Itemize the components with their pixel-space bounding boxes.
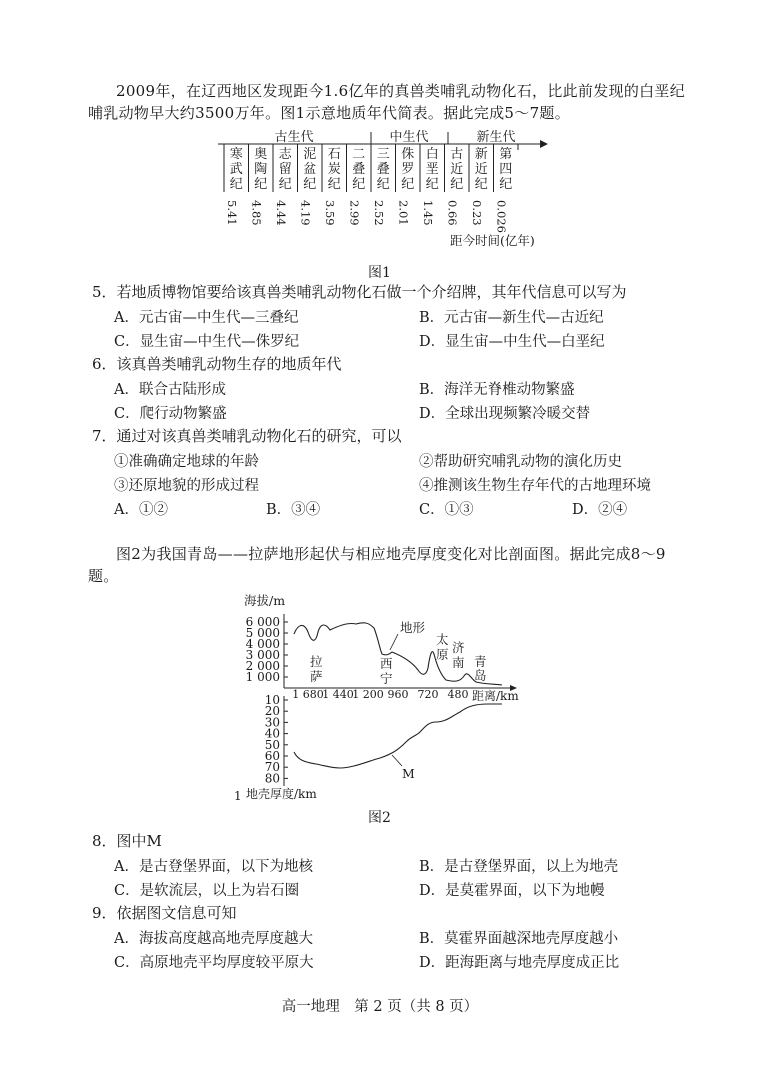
period-label-char: 纪 [401, 177, 415, 192]
period-label-char: 四 [499, 162, 513, 177]
svg-text:拉: 拉 [310, 654, 323, 669]
svg-text:太: 太 [436, 632, 449, 647]
period-label-char: 侏 [401, 147, 415, 162]
figure-2-caption: 图2 [368, 810, 391, 826]
svg-text:岛: 岛 [474, 668, 487, 683]
svg-text:西: 西 [380, 656, 393, 671]
q5-option-a[interactable]: A．元古宙—中生代—三叠纪 [114, 310, 299, 326]
period-label-char: 石 [327, 147, 341, 162]
terrain-profile-line [294, 623, 502, 685]
elevation-tick-label: 1 000 [245, 670, 280, 684]
distance-tick-label: 1 200 [352, 688, 384, 701]
moho-line-M [294, 704, 502, 768]
distance-tick-label: 960 [387, 688, 409, 701]
q7-statement-2: ②帮助研究哺乳动物的演化历史 [419, 454, 622, 470]
period-label-char: 叠 [376, 162, 390, 177]
period-label-char: 奥 [254, 147, 268, 162]
distance-tick-label: 720 [417, 688, 439, 701]
q9-option-b[interactable]: B．莫霍界面越深地壳厚度越小 [419, 931, 619, 947]
q7-statement-4: ④推测该生物生存年代的古地理环境 [419, 478, 651, 494]
q9-stem: 9．依据图文信息可知 [92, 904, 237, 922]
elevation-tick-label: 4 000 [245, 637, 280, 651]
crust-thickness-axis-label: 地壳厚度/km [246, 787, 317, 801]
time-axis-label: 距今时间(亿年) [450, 233, 535, 248]
svg-text:萨: 萨 [310, 669, 323, 684]
figure-1-caption: 图1 [368, 265, 391, 281]
time-tick-label: 0.66 [445, 200, 460, 226]
q5-option-b[interactable]: B．元古宙—新生代—古近纪 [419, 310, 604, 326]
time-tick-label: 2.01 [396, 200, 411, 226]
svg-text:南: 南 [452, 655, 465, 670]
time-tick-label: 0.23 [470, 200, 484, 226]
period-label-char: 叠 [352, 162, 366, 177]
period-label-char: 古 [450, 147, 464, 162]
q6-stem: 6．该真兽类哺乳动物生存的地质年代 [92, 355, 342, 373]
period-label-char: 罗 [401, 162, 415, 177]
depth-tick-label: 80 [264, 771, 280, 786]
intro-paragraph-1: 2009年，在辽西地区发现距今1.6亿年的真兽类哺乳动物化石，比此前发现的白垩纪哺乳动物早大约3500万年。图1示意地质年代简表。据此完成5～7题。 [88, 82, 686, 122]
elevation-tick-label: 5 000 [245, 626, 280, 640]
elevation-tick-label: 6 000 [245, 615, 280, 629]
time-tick-label: 2.99 [347, 200, 362, 226]
period-label-char: 纪 [327, 177, 341, 192]
era-mesozoic: 中生代 [389, 130, 429, 145]
period-label-char: 炭 [327, 162, 341, 177]
period-label-char: 盆 [303, 162, 317, 177]
city-label-xining [380, 656, 393, 686]
time-tick-label: 5.41 [225, 200, 239, 226]
q8-option-a[interactable]: A．是古登堡界面，以下为地核 [114, 859, 313, 875]
period-label-char: 纪 [376, 177, 390, 192]
period-label-char: 垩 [425, 162, 439, 177]
period-label-char: 纪 [450, 177, 464, 192]
q5-option-c[interactable]: C．显生宙—中生代—侏罗纪 [114, 334, 300, 350]
time-tick-label: 0.026 [494, 200, 509, 233]
depth-tick-label: 50 [264, 737, 280, 752]
q9-option-a[interactable]: A．海拔高度越高地壳厚度越大 [114, 931, 313, 947]
depth-tick-label: 20 [264, 704, 280, 719]
period-label-char: 近 [450, 162, 464, 177]
distance-axis-label: 距离/km [472, 689, 519, 703]
depth-tick-label: 30 [264, 715, 280, 730]
q7-option-c[interactable]: C．①③ [419, 502, 474, 518]
period-label-char: 纪 [229, 177, 243, 192]
q6-option-b[interactable]: B．海洋无脊椎动物繁盛 [419, 382, 575, 398]
period-label-char: 纪 [352, 177, 366, 192]
city-label-jinan [452, 640, 465, 670]
svg-text:青: 青 [474, 654, 487, 669]
q8-option-d[interactable]: D．是莫霍界面，以下为地幔 [419, 883, 605, 899]
distance-tick-label: 1 680 [292, 688, 324, 701]
period-label-char: 纪 [499, 177, 513, 192]
time-tick-label: 2.52 [372, 200, 386, 226]
depth-tick-label: 70 [264, 760, 280, 775]
q6-option-c[interactable]: C．爬行动物繁盛 [114, 406, 227, 422]
depth-tick-label: 60 [264, 749, 280, 763]
q5-stem: 5．若地质博物馆要给该真兽类哺乳动物化石做一个介绍牌，其年代信息可以写为 [92, 283, 627, 301]
distance-tick-label: 480 [447, 688, 469, 701]
depth-tick-label: 40 [264, 726, 280, 741]
q8-stem: 8．图中M [92, 832, 162, 850]
period-label-char: 陶 [254, 162, 268, 177]
period-label-char: 第 [499, 147, 513, 162]
figure-1-geologic-timeline [200, 128, 550, 258]
q7-option-d[interactable]: D．②④ [572, 502, 628, 518]
q7-option-a[interactable]: A．①② [114, 502, 168, 518]
q6-option-a[interactable]: A．联合古陆形成 [114, 382, 226, 398]
elevation-axis-label: 海拔/m [244, 593, 286, 608]
period-label-char: 志 [278, 147, 292, 162]
moho-label: M [402, 766, 415, 781]
period-label-char: 三 [376, 147, 390, 162]
elevation-tick-label: 3 000 [245, 648, 280, 662]
elevation-tick-label: 2 000 [245, 659, 280, 673]
time-tick-label: 4.85 [249, 200, 264, 226]
period-label-char: 泥 [303, 147, 317, 162]
q9-option-d[interactable]: D．距海距离与地壳厚度成正比 [419, 955, 620, 971]
q7-stem: 7．通过对该真兽类哺乳动物化石的研究，可以 [92, 427, 402, 445]
svg-text:宁: 宁 [380, 671, 393, 686]
q8-option-c[interactable]: C．是软流层，以上为岩石圈 [114, 883, 300, 899]
period-label-char: 新 [474, 147, 488, 162]
period-label-char: 纪 [254, 177, 268, 192]
q7-statement-3: ③还原地貌的形成过程 [114, 478, 259, 494]
time-tick-label: 4.19 [298, 200, 313, 226]
era-paleozoic: 古生代 [274, 130, 314, 145]
time-tick-label: 3.59 [323, 200, 337, 226]
intro-paragraph-2: 图2为我国青岛——拉萨地形起伏与相应地壳厚度变化对比剖面图。据此完成8～9题。 [88, 545, 666, 585]
q5-option-d[interactable]: D．显生宙—中生代—白垩纪 [419, 334, 605, 350]
q6-option-d[interactable]: D．全球出现频繁冷暖交替 [419, 406, 591, 422]
era-cenozoic: 新生代 [476, 130, 516, 145]
period-label-char: 纪 [303, 177, 317, 192]
city-label-taiyuan [436, 632, 449, 662]
period-label-char: 寒 [229, 147, 243, 162]
q7-option-b[interactable]: B．③④ [266, 502, 321, 518]
corner-mark: 1 [234, 789, 242, 803]
period-label-char: 近 [474, 162, 488, 177]
period-label-char: 纪 [474, 177, 488, 192]
period-label-char: 武 [229, 162, 243, 177]
period-label-char: 留 [278, 162, 292, 177]
city-label-lhasa [310, 654, 323, 684]
svg-text:济: 济 [452, 640, 465, 655]
time-tick-label: 1.45 [421, 200, 435, 226]
period-label-char: 纪 [425, 177, 439, 192]
distance-tick-label: 1 440 [322, 688, 354, 701]
time-tick-label: 4.44 [274, 200, 288, 226]
q8-option-b[interactable]: B．是古登堡界面，以上为地壳 [419, 859, 619, 875]
period-label-char: 白 [425, 147, 439, 162]
terrain-label: 地形 [400, 620, 426, 635]
city-label-qingdao [474, 654, 487, 683]
period-label-char: 纪 [278, 177, 292, 192]
figure-2-profile [232, 592, 532, 807]
svg-text:原: 原 [436, 647, 449, 662]
q7-statement-1: ①准确确定地球的年龄 [114, 454, 259, 470]
q9-option-c[interactable]: C．高原地壳平均厚度较平原大 [114, 955, 314, 971]
page-footer: 高一地理 第 2 页（共 8 页） [281, 999, 479, 1015]
period-label-char: 二 [352, 147, 366, 162]
depth-tick-label: 10 [264, 693, 280, 707]
